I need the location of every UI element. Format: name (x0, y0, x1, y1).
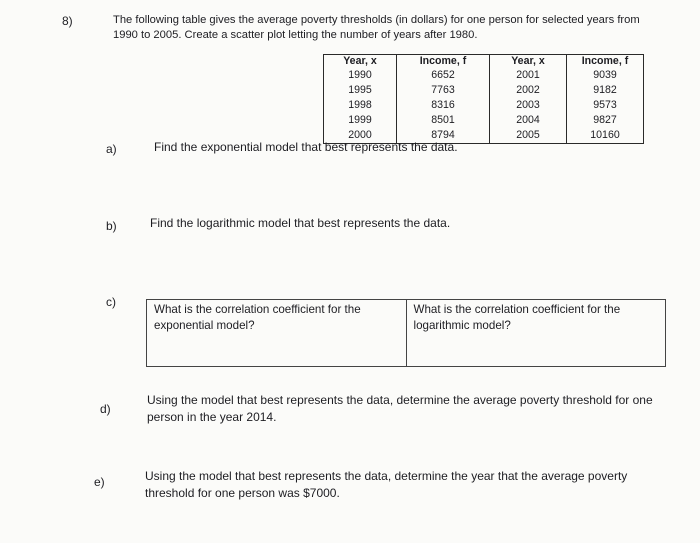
exponential-correlation-question: What is the correlation coefficient for the exponential model? (154, 303, 361, 332)
question-number: 8) (62, 14, 73, 28)
table-cell: 2002 (490, 83, 567, 98)
table-cell: 9827 (567, 113, 644, 128)
table-cell: 2001 (490, 68, 567, 83)
table-row (324, 83, 644, 98)
header-income-1: Income, f (397, 55, 490, 69)
header-income-2: Income, f (567, 55, 644, 69)
table-cell: 2000 (324, 128, 397, 144)
part-e-text: Using the model that best represents the data, determine the year that the average poverty threshold for one person was $7000. (145, 469, 628, 500)
table-cell: 9182 (567, 83, 644, 98)
table-cell: 8794 (397, 128, 490, 144)
question-intro: The following table gives the average poverty thresholds (in dollars) for one person for selected years from 1990 to 2005. Create a scatter plot letting the number of years after 1980. (113, 14, 640, 41)
part-b-label: b) (106, 219, 117, 233)
table-row (324, 68, 644, 83)
table-cell: 2003 (490, 98, 567, 113)
logarithmic-correlation-question: What is the correlation coefficient for the logarithmic model? (406, 300, 666, 366)
correlation-answer-box (146, 299, 666, 367)
table-cell: 8316 (397, 98, 490, 113)
table-cell: 10160 (567, 128, 644, 144)
part-a-label: a) (106, 142, 117, 156)
part-a-text: Find the exponential model that best represents the data. (154, 140, 458, 154)
table-row (324, 98, 644, 113)
poverty-table (323, 54, 644, 144)
part-c-label: c) (106, 295, 116, 309)
header-year-2: Year, x (490, 55, 567, 69)
table-cell: 8501 (397, 113, 490, 128)
table-cell: 2005 (490, 128, 567, 144)
part-e-label: e) (94, 475, 105, 489)
part-b-text: Find the logarithmic model that best represents the data. (150, 216, 451, 230)
table-cell: 7763 (397, 83, 490, 98)
table-cell: 9039 (567, 68, 644, 83)
part-d-label: d) (100, 402, 111, 416)
table-cell: 9573 (567, 98, 644, 113)
table-cell: 1998 (324, 98, 397, 113)
table-cell: 6652 (397, 68, 490, 83)
table-header-row (324, 55, 644, 69)
table-row (324, 113, 644, 128)
table-cell: 1995 (324, 83, 397, 98)
table-cell: 2004 (490, 113, 567, 128)
table-cell: 1990 (324, 68, 397, 83)
table-cell: 1999 (324, 113, 397, 128)
header-year-1: Year, x (324, 55, 397, 69)
part-d-text: Using the model that best represents the data, determine the average poverty threshold for one person in the year 2014. (147, 393, 653, 424)
